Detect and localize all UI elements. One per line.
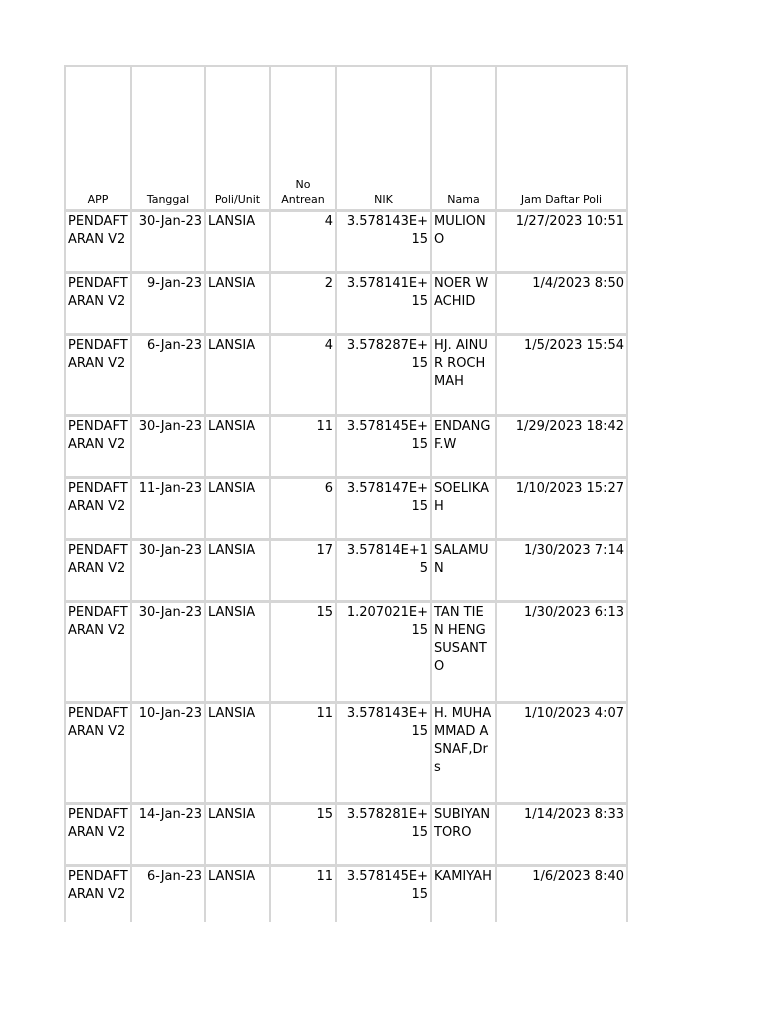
cell-poli[interactable]: LANSIA [205,601,270,702]
cell-app[interactable]: PENDAFTARAN V2 [66,210,131,272]
table-row [66,702,626,803]
cell-jam[interactable]: 1/10/2023 15:27 [496,477,626,539]
cell-app[interactable]: PENDAFTARAN V2 [66,803,131,865]
cell-poli[interactable]: LANSIA [205,865,270,922]
table-row [66,272,626,334]
cell-tanggal[interactable]: 11-Jan-23 [131,477,205,539]
header-no-antrean[interactable] [270,67,336,210]
registration-table [66,67,626,922]
cell-jam[interactable]: 1/6/2023 8:40 [532,868,624,884]
cell-poli[interactable]: LANSIA [205,539,270,601]
header-tanggal[interactable]: Tanggal [131,67,205,210]
cell-nama[interactable]: HJ. AINUR ROCHMAH [431,334,496,415]
cell-nama[interactable]: H. MUHAMMAD ASNAF,Drs [431,702,496,803]
cell-nama[interactable]: ENDANG F.W [431,415,496,477]
cell-no-antrean[interactable]: 15 [270,601,336,702]
cell-tanggal[interactable]: 10-Jan-23 [131,702,205,803]
cell-no-antrean[interactable]: 6 [270,477,336,539]
cell-jam[interactable]: 1/29/2023 18:42 [496,415,626,477]
table-row [66,803,626,865]
cell-nama[interactable]: SUBIYANTORO [431,803,496,865]
cell-nik[interactable]: 3.578141E+15 [336,272,431,334]
cell-no-antrean[interactable]: 4 [270,210,336,272]
header-no-antrean-line2: Antrean [281,192,325,206]
cell-app[interactable]: PENDAFTARAN V2 [66,415,131,477]
cell-nik[interactable]: 3.57814E+15 [336,539,431,601]
cell-nik[interactable]: 3.578287E+15 [336,334,431,415]
table-row [66,539,626,601]
cell-poli[interactable]: LANSIA [205,702,270,803]
header-app[interactable]: APP [66,67,131,210]
cell-nik[interactable]: 3.578147E+15 [336,477,431,539]
cell-nik[interactable]: 3.578281E+15 [336,803,431,865]
cell-app[interactable]: PENDAFTARAN V2 [66,477,131,539]
cell-nik[interactable]: 3.578143E+15 [336,702,431,803]
cell-app[interactable]: PENDAFTARAN V2 [66,272,131,334]
spreadsheet [64,65,628,922]
cell-jam[interactable]: 1/4/2023 8:50 [496,272,626,334]
table-row [66,415,626,477]
table-row [66,477,626,539]
cell-no-antrean[interactable]: 15 [270,803,336,865]
cell-no-antrean[interactable]: 17 [270,539,336,601]
cell-jam[interactable]: 1/27/2023 10:51 [496,210,626,272]
cell-app[interactable]: PENDAFTARAN V2 [66,865,131,922]
cell-nik[interactable]: 3.578143E+15 [336,210,431,272]
cell-poli[interactable]: LANSIA [205,477,270,539]
header-jam[interactable]: Jam Daftar Poli [496,67,626,210]
table-row [66,210,626,272]
cell-tanggal[interactable]: 14-Jan-23 [131,803,205,865]
cell-tanggal[interactable]: 6-Jan-23 [131,865,205,922]
cell-poli[interactable]: LANSIA [205,415,270,477]
cell-app[interactable]: PENDAFTARAN V2 [66,334,131,415]
cell-tanggal[interactable]: 30-Jan-23 [131,415,205,477]
header-nama[interactable]: Nama [431,67,496,210]
cell-tanggal[interactable]: 30-Jan-23 [131,210,205,272]
cell-poli[interactable]: LANSIA [205,272,270,334]
cell-no-antrean[interactable]: 2 [270,272,336,334]
cell-jam[interactable]: 1/30/2023 6:13 [496,601,626,702]
cell-nama[interactable]: NOER WACHID [431,272,496,334]
cell-nama[interactable]: SOELIKAH [431,477,496,539]
cell-nik[interactable]: 3.578145E+15 [336,415,431,477]
cell-no-antrean[interactable]: 11 [270,865,336,922]
cell-app[interactable]: PENDAFTARAN V2 [66,601,131,702]
header-no-antrean-line1: No [295,177,311,191]
cell-nama[interactable]: MULIONO [431,210,496,272]
cell-tanggal[interactable]: 30-Jan-23 [131,539,205,601]
table-row [66,601,626,702]
cell-jam[interactable]: 1/30/2023 7:14 [496,539,626,601]
cell-poli[interactable]: LANSIA [205,210,270,272]
cell-nama[interactable]: TAN TIEN HENG SUSANTO [431,601,496,702]
cell-app[interactable]: PENDAFTARAN V2 [66,539,131,601]
header-nik[interactable]: NIK [336,67,431,210]
cell-nama[interactable]: KAMIYAH [431,865,496,922]
cell-tanggal[interactable]: 30-Jan-23 [131,601,205,702]
cell-poli[interactable]: LANSIA [205,334,270,415]
header-poli[interactable]: Poli/Unit [205,67,270,210]
cell-nama[interactable]: SALAMUN [431,539,496,601]
cell-no-antrean[interactable]: 11 [270,415,336,477]
table-row [66,334,626,415]
cell-nik[interactable]: 1.207021E+15 [336,601,431,702]
table-row [66,865,626,922]
cell-app[interactable]: PENDAFTARAN V2 [66,702,131,803]
cell-jam[interactable]: 1/10/2023 4:07 [496,702,626,803]
cell-jam[interactable]: 1/14/2023 8:33 [496,803,626,865]
cell-jam[interactable]: 1/5/2023 15:54 [496,334,626,415]
cell-no-antrean[interactable]: 4 [270,334,336,415]
cell-no-antrean[interactable]: 11 [270,702,336,803]
cell-nik[interactable]: 3.578145E+15 [336,865,431,922]
cell-tanggal[interactable]: 6-Jan-23 [131,334,205,415]
cell-poli[interactable]: LANSIA [205,803,270,865]
header-row [66,67,626,210]
cell-tanggal[interactable]: 9-Jan-23 [131,272,205,334]
